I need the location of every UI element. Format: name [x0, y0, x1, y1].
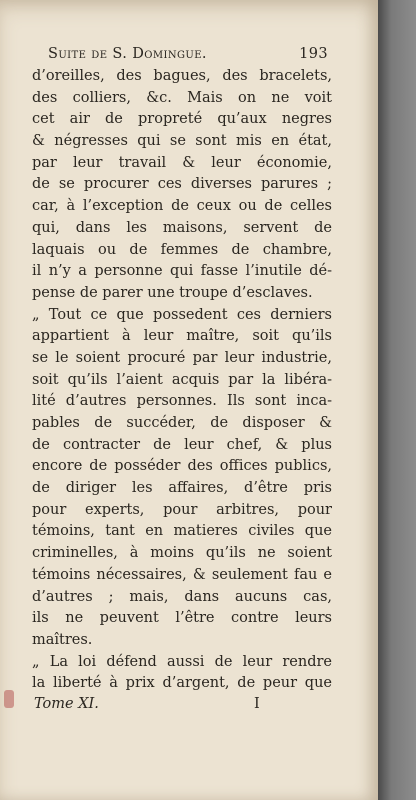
text-line: „ La loi défend aussi de leur rendre	[32, 653, 332, 670]
signature-mark: I	[254, 696, 260, 712]
body-text	[32, 66, 332, 695]
text-line: encore de posséder des offices publics,	[32, 458, 332, 475]
text-line: témoins, tant en matieres civiles que	[32, 523, 332, 540]
text-line: la liberté à prix d’argent, de peur que	[32, 675, 332, 692]
text-line: pense de parer une troupe d’esclaves.	[32, 284, 313, 301]
text-line: criminelles, à moins qu’ils ne soient	[32, 545, 332, 562]
text-line: de se procurer ces diverses parures ;	[32, 176, 332, 193]
volume-label: Tome XI.	[34, 696, 99, 712]
text-line: & négresses qui se sont mis en état,	[32, 133, 332, 150]
text-line: des colliers, &c. Mais on ne voit	[32, 89, 332, 106]
text-line: lité d’autres personnes. Ils sont inca-	[32, 393, 332, 410]
text-line: qui, dans les maisons, servent de	[32, 219, 332, 236]
page-number: 193	[299, 46, 328, 62]
text-line: laquais ou de femmes de chambre,	[32, 241, 332, 258]
running-header	[48, 46, 328, 62]
text-line: de diriger les affaires, d’être pris	[32, 480, 332, 497]
binding-gutter	[378, 0, 416, 800]
text-line: témoins nécessaires, & seulement fau e	[32, 566, 332, 583]
text-line: pour experts, pour arbitres, pour	[32, 501, 332, 518]
text-line: pables de succéder, de disposer &	[32, 415, 332, 431]
text-line: d’autres ; mais, dans aucuns cas,	[32, 588, 332, 605]
running-title: Suite de S. Domingue.	[48, 46, 207, 62]
text-line: appartient à leur maître, soit qu’ils	[32, 328, 332, 345]
ink-stain-mark	[4, 690, 14, 708]
text-line: ils ne peuvent l’être contre leurs	[32, 610, 332, 627]
text-line: il n’y a personne qui fasse l’inutile dé-	[32, 263, 332, 280]
text-line: maîtres.	[32, 631, 93, 648]
text-line: soit qu’ils l’aient acquis par la libéra-	[32, 371, 332, 388]
text-line: par leur travail & leur économie,	[32, 154, 332, 171]
text-line: car, à l’exception de ceux ou de celles	[32, 198, 332, 215]
text-line: d’oreilles, des bagues, des bracelets,	[32, 68, 332, 84]
text-line: de contracter de leur chef, & plus	[32, 436, 332, 453]
text-line: „ Tout ce que possedent ces derniers	[32, 306, 332, 323]
text-line: cet air de propreté qu’aux negres	[32, 111, 332, 128]
text-line: se le soient procuré par leur industrie,	[32, 349, 332, 366]
